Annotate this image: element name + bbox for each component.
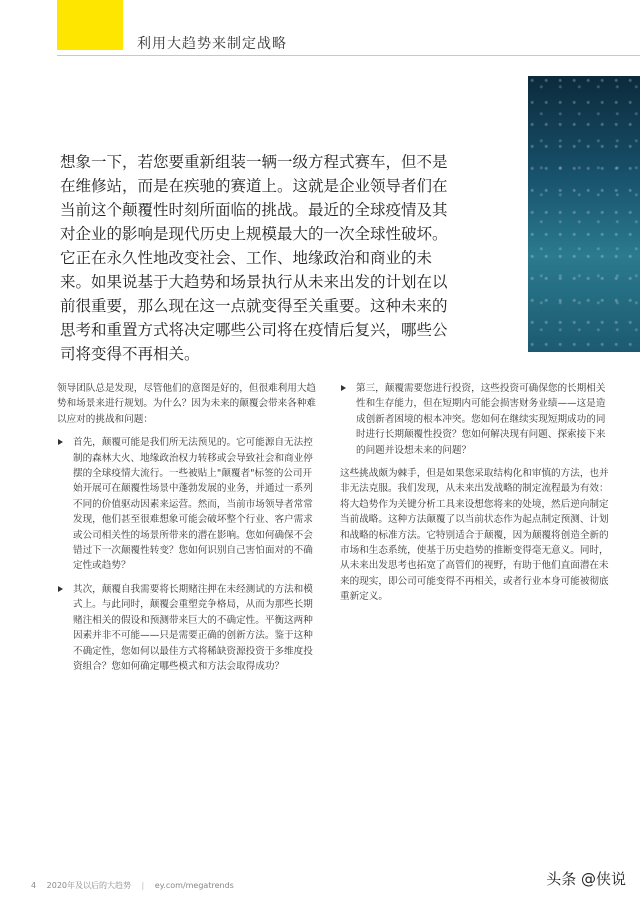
header-divider: [57, 55, 640, 56]
page-header-title: 利用大趋势来制定战略: [137, 36, 287, 52]
footer-separator: |: [141, 881, 145, 890]
footer-doc-title: 2020年及以后的大趋势: [46, 881, 131, 890]
triangle-bullet-icon: [341, 385, 346, 391]
bullet-item: [57, 582, 319, 674]
lead-paragraph: 想象一下，若您要重新组装一辆一级方程式赛车，但不是在维修站，而是在疾驰的赛道上。这就是企业领导者们在当前这个颠覆性时刻所面临的挑战。最近的全球疫情及其对企业的影响是现代历史上规模最大的一次全球性破坏。它正在永久性地改变社会、工作、地缘政治和商业的未来。如果说基于大趋势和场景执行从未来出发的计划在以前很重要，那么现在这一点就变得至关重要。这种未来的思考和重置方式将决定哪些公司将在疫情后复兴，哪些公司将变得不再相关。: [60, 153, 448, 363]
footer-url[interactable]: ey.com/megatrends: [154, 881, 234, 890]
page-footer: [31, 880, 242, 891]
page-number: 4: [31, 881, 37, 890]
brand-yellow-block: [57, 0, 123, 50]
triangle-bullet-icon: [58, 439, 63, 445]
right-column: [340, 381, 615, 613]
source-watermark: 头条 @侠说: [546, 870, 626, 888]
bullet-item: [340, 381, 615, 458]
left-intro-paragraph: 领导团队总是发现，尽管他们的意图是好的，但很难利用大趋势和场景来进行规划。为什么？因为未来的颠覆会带来各种难以应对的挑战和问题：: [57, 383, 317, 425]
triangle-bullet-icon: [58, 586, 63, 592]
bullet-text: 首先，颠覆可能是我们所无法预见的。它可能源自无法控制的森林大火、地缘政治权力转移或会导致社会和商业停摆的全球疫情大流行。一些被贴上"颠覆者"标签的公司开始开展可在颠覆性场景中蓬勃发展的业务，并通过一系列不同的价值驱动因素来运营。然而，当前市场领导者常常发现，他们甚至很难想象可能会破坏整个行业、客户需求或公司相关性的场景所带来的潜在影响。您如何确保不会错过下一次颠覆性转变？您如何识别自己害怕面对的不确定性或趋势？: [73, 437, 313, 572]
left-column: [57, 381, 319, 682]
bullet-text: 其次，颠覆自我需要将长期赌注押在未经测试的方法和模式上。与此同时，颠覆会重塑竞争格局，从而为那些长期赌注相关的假设和预测带来巨大的不确定性。平衡这两种因素并非不可能——只是需要正确的创新方法。鉴于这种不确定性，您如何以最佳方式将稀缺资源投资于多维度投资组合？您如何确定哪些模式和方法会取得成功？: [73, 583, 313, 672]
bullet-text: 第三，颠覆需要您进行投资，这些投资可确保您的长期相关性和生存能力，但在短期内可能会损害财务业绩——这是造成创新者困境的根本冲突。您如何在继续实现短期成功的同时进行长期颠覆性投资？您如何解决现有问题、探索接下来的问题并设想未来的问题？: [356, 383, 606, 456]
ocean-photo: [528, 76, 640, 352]
bullet-item: [57, 435, 319, 574]
right-paragraph: 这些挑战颇为棘手，但是如果您采取结构化和审慎的方法，也并非无法克服。我们发现，从未来出发战略的制定流程最为有效：将大趋势作为关键分析工具来设想您将来的处境，然后逆向制定当前战略。这种方法颠覆了以当前状态作为起点制定预测、计划和战略的标准方法。它特别适合于颠覆，因为颠覆将创造全新的市场和生态系统，使基于历史趋势的推断变得毫无意义。同时，从未来出发思考也拓宽了高管们的视野，有助于他们直面潜在未来的现实，即公司可能变得不再相关，或者行业本身可能被彻底重新定义。: [340, 468, 609, 603]
